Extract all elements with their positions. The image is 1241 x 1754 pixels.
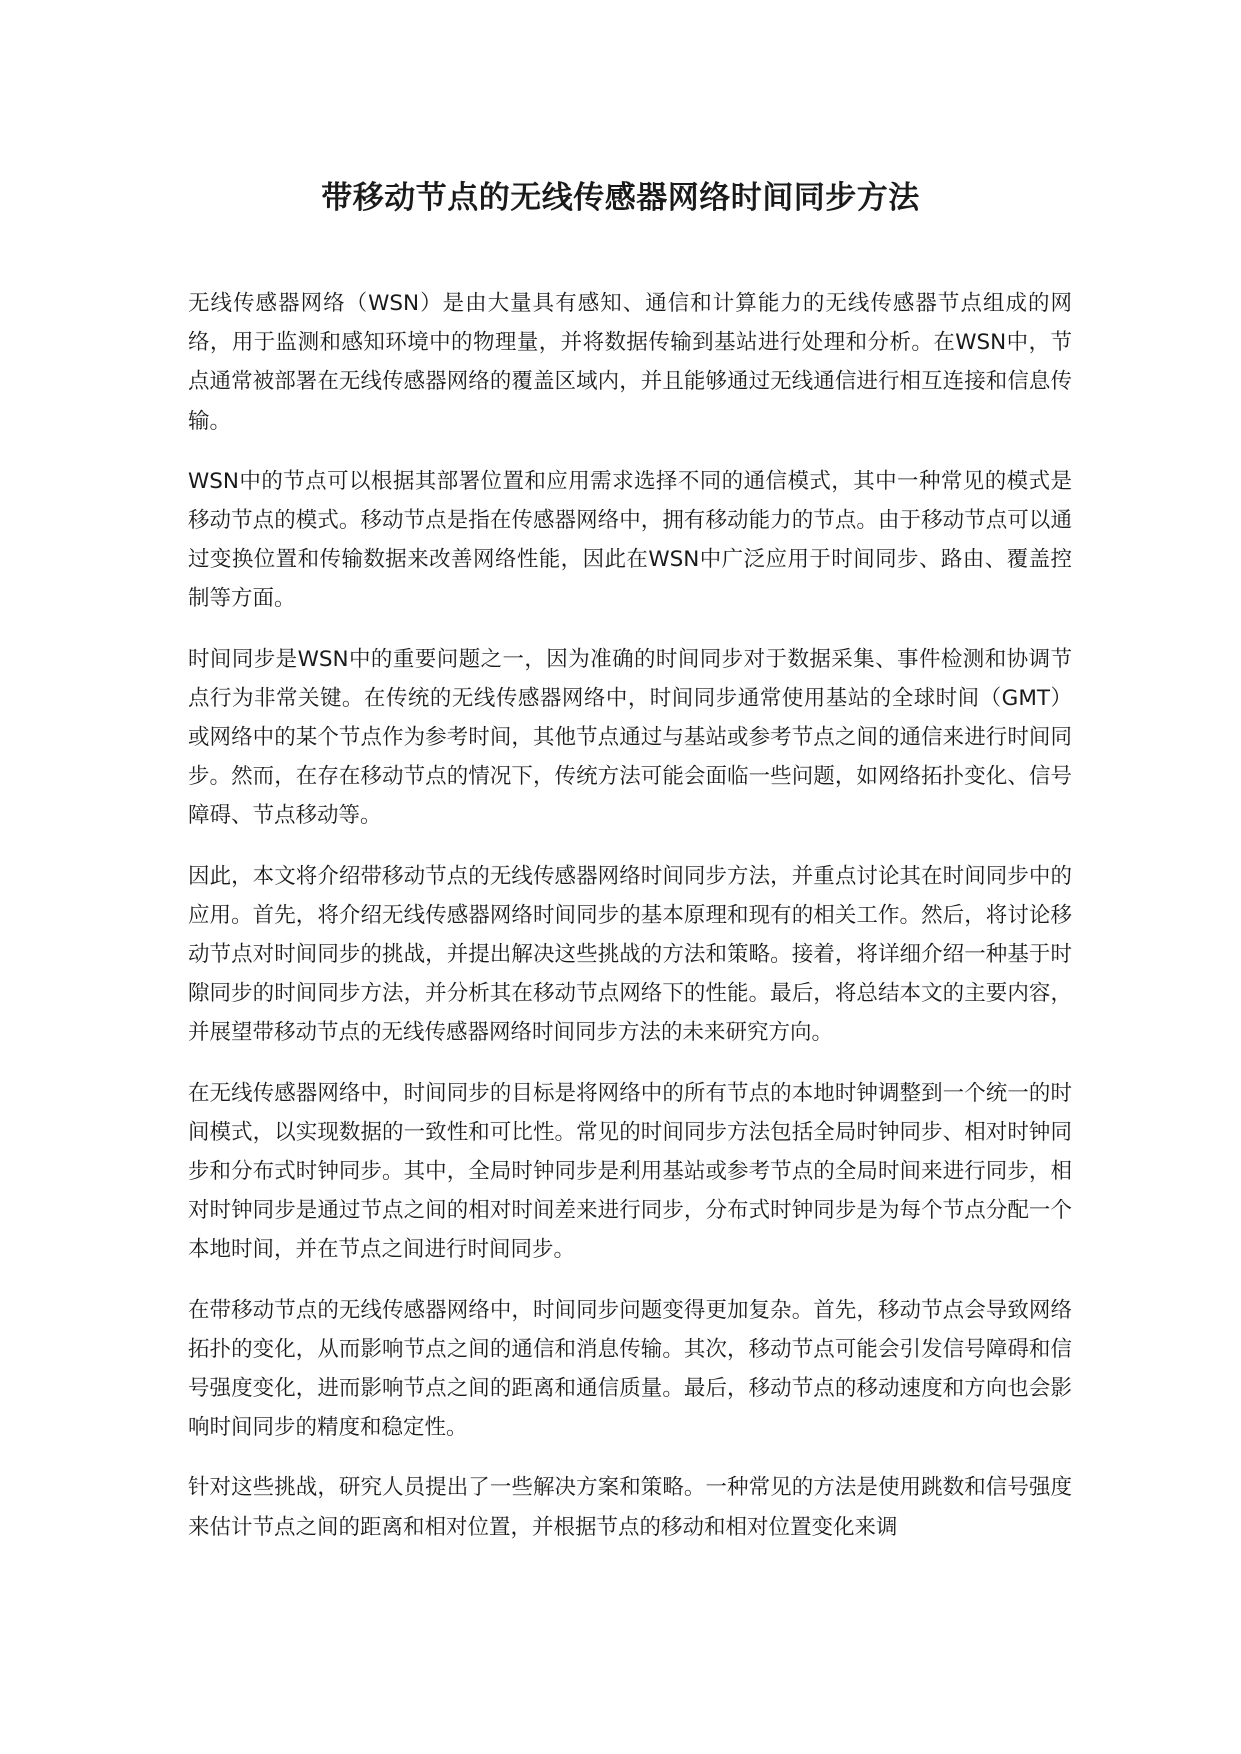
paragraph-5: 在无线传感器网络中，时间同步的目标是将网络中的所有节点的本地时钟调整到一个统一的时间模式，以实现数据的一致性和可比性。常见的时间同步方法包括全局时钟同步、相对时钟同步和分布式时钟同步。其中，全局时钟同步是利用基站或参考节点的全局时间来进行同步，相对时钟同步是通过节点之间的相对时间差来进行同步，分布式时钟同步是为每个节点分配一个本地时间，并在节点之间进行时间同步。 [188, 1080, 1072, 1263]
document-body [188, 284, 1072, 1568]
paragraph-4: 因此，本文将介绍带移动节点的无线传感器网络时间同步方法，并重点讨论其在时间同步中的应用。首先，将介绍无线传感器网络时间同步的基本原理和现有的相关工作。然后，将讨论移动节点对时间同步的挑战，并提出解决这些挑战的方法和策略。接着，将详细介绍一种基于时隙同步的时间同步方法，并分析其在移动节点网络下的性能。最后，将总结本文的主要内容，并展望带移动节点的无线传感器网络时间同步方法的未来研究方向。 [188, 863, 1072, 1046]
paragraph-7: 针对这些挑战，研究人员提出了一些解决方案和策略。一种常见的方法是使用跳数和信号强度来估计节点之间的距离和相对位置，并根据节点的移动和相对位置变化来调 [188, 1475, 1072, 1540]
paragraph-3: 时间同步是WSN中的重要问题之一，因为准确的时间同步对于数据采集、事件检测和协调节点行为非常关键。在传统的无线传感器网络中，时间同步通常使用基站的全球时间（GMT）或网络中的某个节点作为参考时间，其他节点通过与基站或参考节点之间的通信来进行时间同步。然而，在存在移动节点的情况下，传统方法可能会面临一些问题，如网络拓扑变化、信号障碍、节点移动等。 [188, 646, 1072, 829]
document-title: 带移动节点的无线传感器网络时间同步方法 [321, 180, 920, 216]
paragraph-1: 无线传感器网络（WSN）是由大量具有感知、通信和计算能力的无线传感器节点组成的网络，用于监测和感知环境中的物理量，并将数据传输到基站进行处理和分析。在WSN中，节点通常被部署在无线传感器网络的覆盖区域内，并且能够通过无线通信进行相互连接和信息传输。 [188, 291, 1072, 434]
paragraph-2: WSN中的节点可以根据其部署位置和应用需求选择不同的通信模式，其中一种常见的模式是移动节点的模式。移动节点是指在传感器网络中，拥有移动能力的节点。由于移动节点可以通过变换位置和传输数据来改善网络性能，因此在WSN中广泛应用于时间同步、路由、覆盖控制等方面。 [188, 468, 1072, 612]
paragraph-6: 在带移动节点的无线传感器网络中，时间同步问题变得更加复杂。首先，移动节点会导致网络拓扑的变化，从而影响节点之间的通信和消息传输。其次，移动节点可能会引发信号障碍和信号强度变化，进而影响节点之间的距离和通信质量。最后，移动节点的移动速度和方向也会影响时间同步的精度和稳定性。 [188, 1297, 1072, 1441]
